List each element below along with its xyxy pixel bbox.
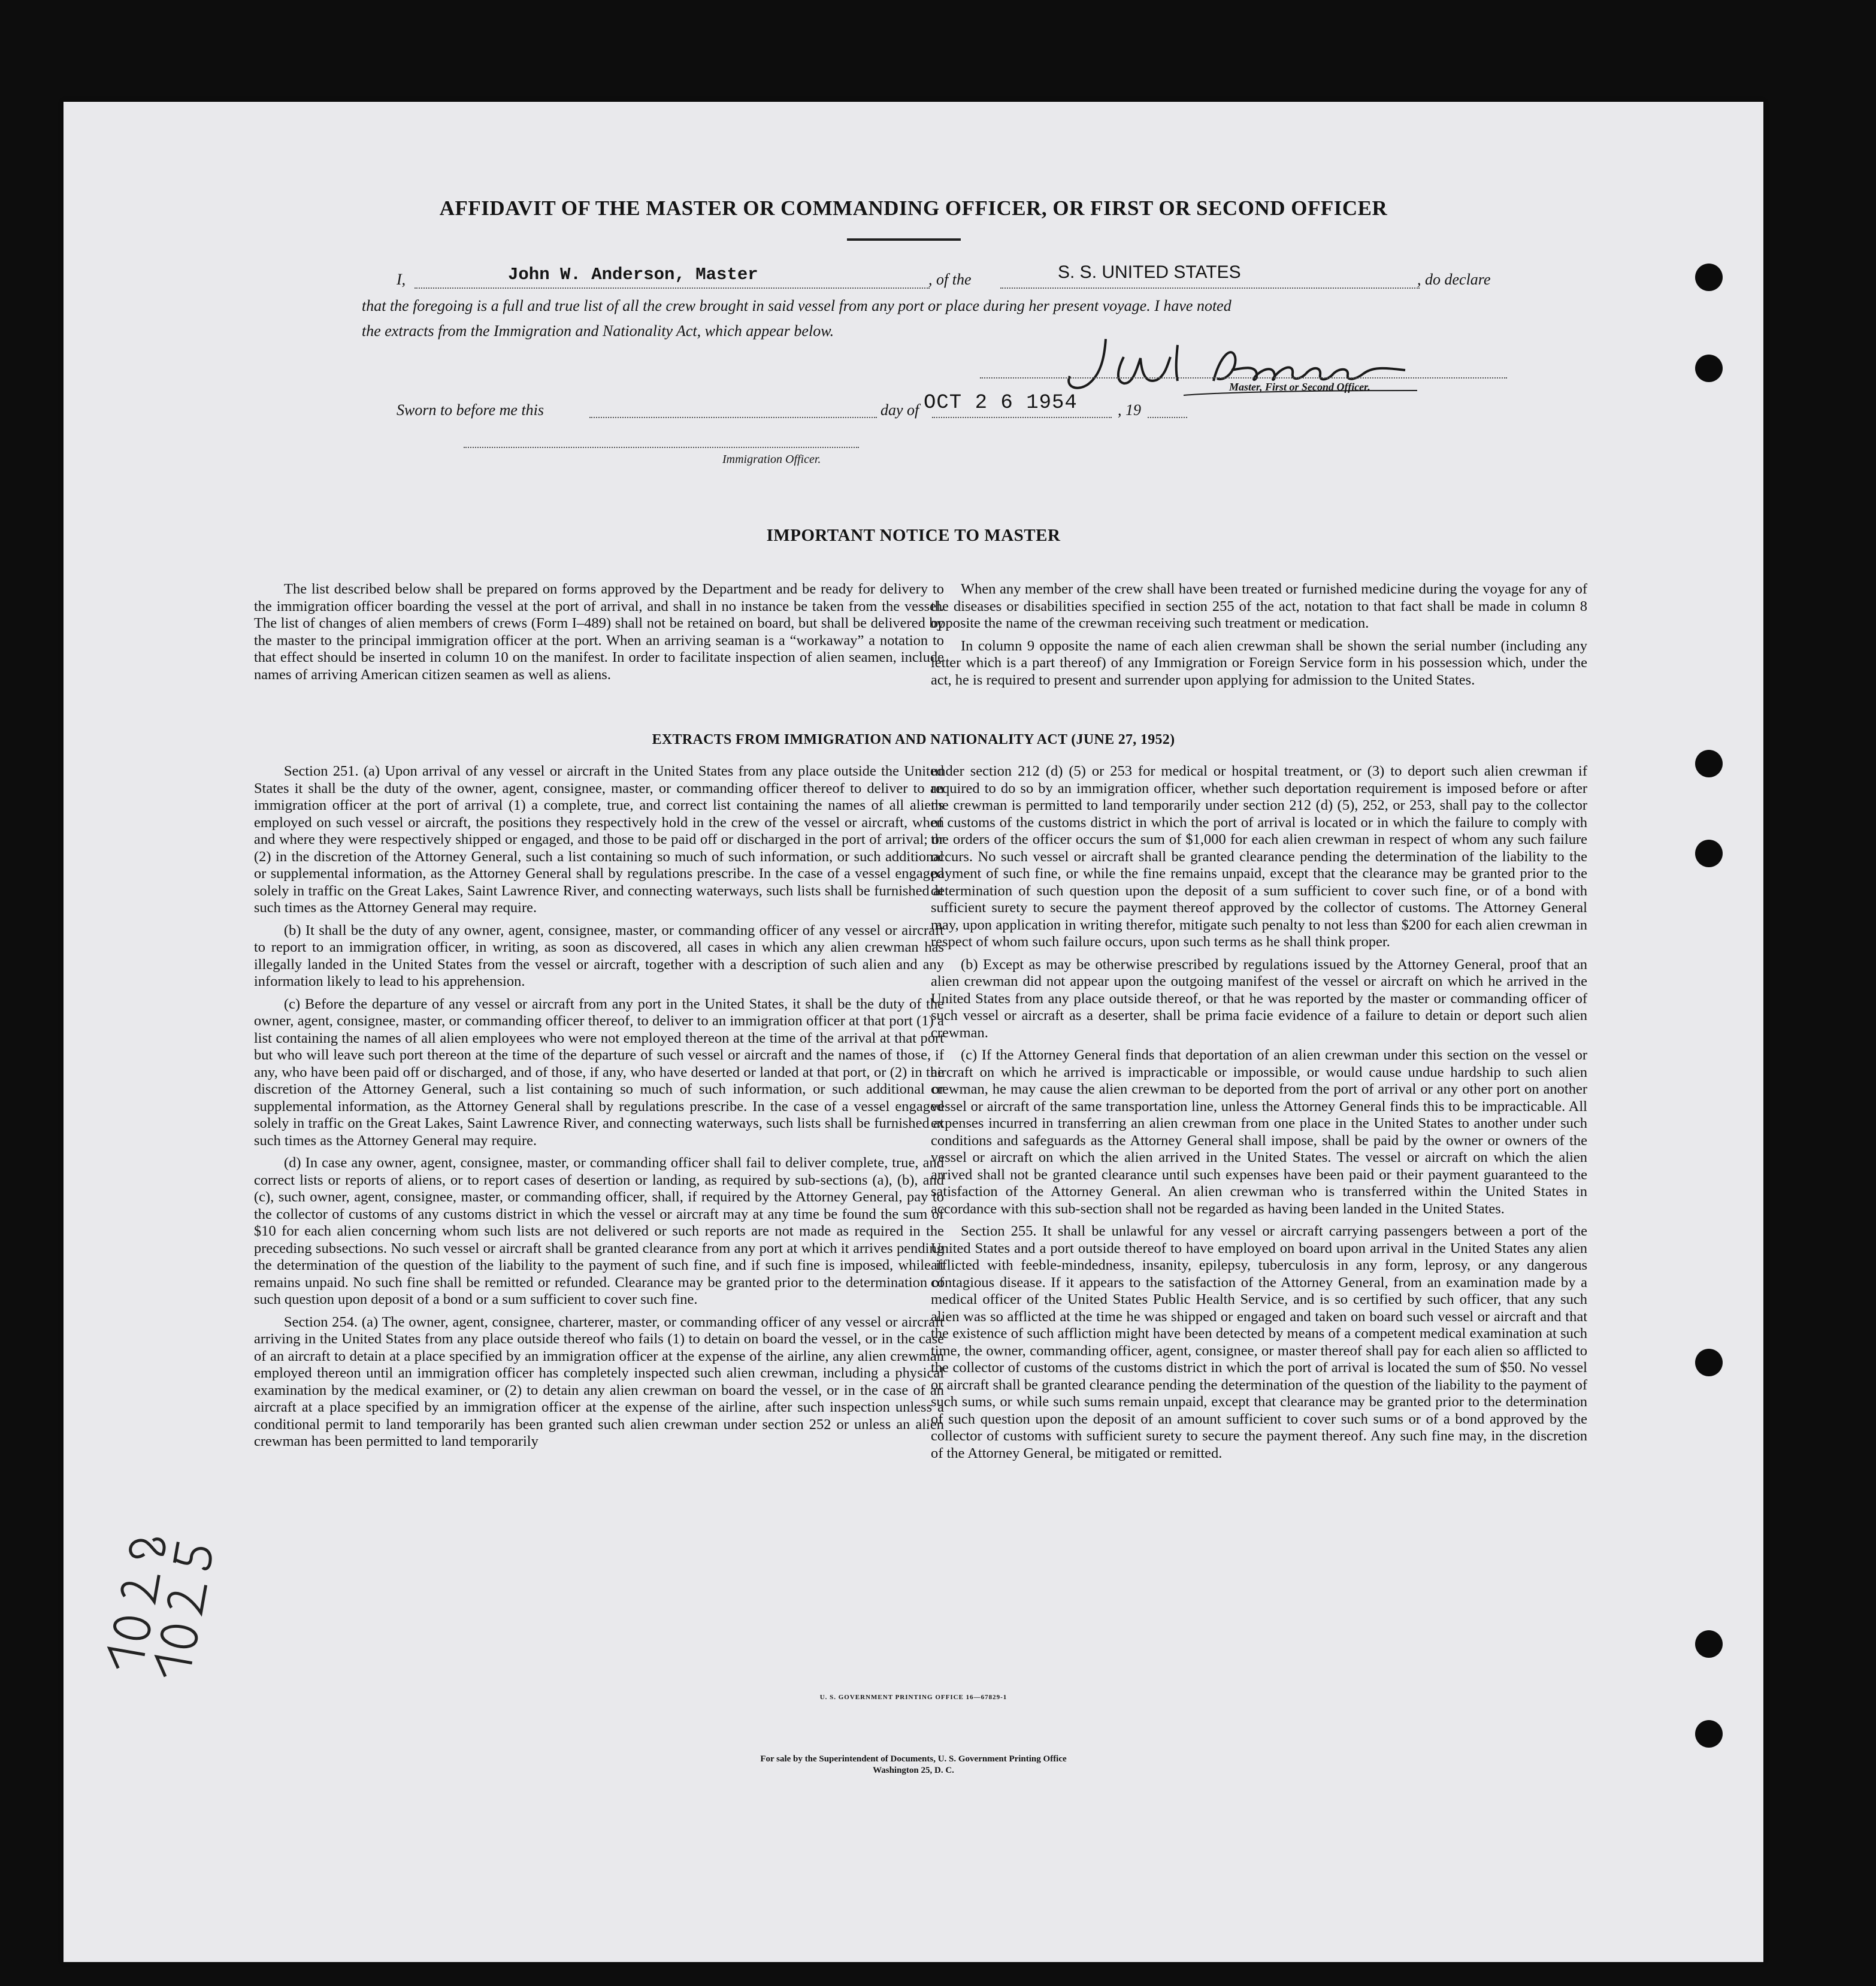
declaration-i: I,	[397, 271, 406, 288]
master-name-line	[414, 287, 930, 289]
vessel-line	[1000, 287, 1420, 289]
extract-paragraph: Section 255. It shall be unlawful for any vessel or aircraft carrying passengers between a port of the United States and a port outside thereof to have employed on board upon arrival in the United States any alien afflicted with feeble-mindedness, insanity, epilepsy, tuberculosis in any form, leprosy, or any dangerous contagious disease. If it appears to the satisfaction of the Attorney General, from an examination made by a medical officer of the United States Public Health Service, and is so certified by such officer, that any such alien was so afflicted at the time he was shipped or engaged and taken on board such vessel or aircraft and that the existence of such affliction might have been detected by means of a competent medical examination at such time, the owner, commanding officer, agent, consignee, or master thereof shall pay for each alien so afflicted to the collector of customs of the customs district in which the port of arrival is located the sum of $50. No vessel or aircraft shall be granted clearance pending the determination of the question of the liability to the payment of such sums, or while such sums remain unpaid, except that clearance may be granted prior to the determination of such question upon the deposit of an amount sufficient to cover such sums or of a bond approved by the collector of customs with sufficient surety to secure the payment thereof. Any such fine may, in the discretion of the Attorney General, be mitigated or remitted.	[931, 1223, 1587, 1461]
immigration-officer-caption: Immigration Officer.	[722, 453, 821, 466]
punch-hole	[1695, 264, 1723, 291]
extracts-title: EXTRACTS FROM IMMIGRATION AND NATIONALITY ACT (JUNE 27, 1952)	[652, 732, 1175, 747]
handwritten-margin-notes	[99, 1518, 229, 1689]
of-the-label: , of the	[928, 271, 972, 288]
notice-right-column	[931, 581, 1587, 689]
extract-paragraph: (c) If the Attorney General finds that deportation of an alien crewman under this section on the vessel or aircraft on which he arrived is impracticable or impossible, or would cause undue hardship to such alien crewman, he may cause the alien crewman to be deported from the port of arrival or any other port on another vessel or aircraft of the same transportation line, unless the Attorney General finds this to be impracticable. All expenses incurred in transferring an alien crewman from one place in the United States to another under such conditions and safeguards as the Attorney General shall impose, shall be paid by the owner or owners of the vessel or aircraft on which the alien arrived in the United States. The vessel or aircraft on which the alien arrived shall not be granted clearance until such expenses have been paid or their payment guaranteed to the satisfaction of the Attorney General. An alien crewman who is transferred within the United States in accordance with this sub-section shall not be regarded as having been landed in the United States.	[931, 1047, 1587, 1217]
year-line	[1148, 417, 1187, 418]
notice-paragraph: The list described below shall be prepared on forms approved by the Department and be ready for delivery to the immigration officer boarding the vessel at the port of arrival, and shall in no instance be taken from the vessel. The list of changes of alien members of crews (Form I–489) shall not be retained on board, but shall be delivered by the master to the principal immigration officer at the port. When an arriving seaman is a “workaway” a notation to that effect should be inserted in column 10 on the manifest. In order to facilitate inspection of alien seamen, include names of arriving American citizen seamen as well as aliens.	[254, 581, 944, 683]
vessel-name: S. S. UNITED STATES	[1058, 262, 1241, 282]
extracts-right-column	[931, 763, 1587, 1462]
punch-hole	[1695, 840, 1723, 867]
sworn-day-line	[589, 417, 877, 418]
title-rule	[847, 238, 961, 241]
punch-hole	[1695, 750, 1723, 777]
extract-paragraph: (d) In case any owner, agent, consignee, master, or commanding officer shall fail to deliver complete, true, and correct lists or reports of aliens, or to report cases of desertion or landing, as required by sub-sections (a), (b), and (c), such owner, agent, consignee, master, or commanding officer, shall, if required by the Attorney General, pay to the collector of customs of any customs district in which the vessel or aircraft may at any time be found the sum of $10 for each alien concerning whom such lists are not delivered or such reports are not made as required in the preceding subsections. No such vessel or aircraft shall be granted clearance from any port at which it arrives pending the determination of the question of the liability to the payment of such fine, and if such fine is imposed, while it remains unpaid. No such fine shall be remitted or refunded. Clearance may be granted prior to the determination of such question upon deposit of a bond or a sum sufficient to cover such fine.	[254, 1155, 944, 1307]
extracts-left-column	[254, 763, 944, 1451]
punch-hole	[1695, 1630, 1723, 1658]
sworn-month-line	[932, 417, 1112, 418]
sale-line-1: For sale by the Superintendent of Documents, U. S. Government Printing Office	[760, 1754, 1067, 1764]
notice-title: IMPORTANT NOTICE TO MASTER	[766, 526, 1061, 545]
date-stamp: OCT 2 6 1954	[924, 392, 1078, 414]
notice-paragraph: In column 9 opposite the name of each alien crewman shall be shown the serial number (including any letter which is a part thereof) of any Immigration or Foreign Service form in his possession which, under the act, he is required to present and surrender upon applying for admission to the United States.	[931, 637, 1587, 688]
signature-caption: Master, First or Second Officer.	[1229, 381, 1370, 393]
punch-hole	[1695, 355, 1723, 382]
form-title: AFFIDAVIT OF THE MASTER OR COMMANDING OFFICER, OR FIRST OR SECOND OFFICER	[439, 196, 1388, 220]
extract-paragraph: Section 254. (a) The owner, agent, consignee, charterer, master, or commanding officer of any vessel or aircraft arriving in the United States from any place outside thereof who fails (1) to detain on board the vessel, or in the case of an aircraft to detain at a place specified by an immigration officer at the expense of the airline, any alien crewman employed thereon until an immigration officer has completely inspected such alien crewman, including a physical examination by the medical examiner, or (2) to detain any alien crewman on board the vessel, or in the case of an aircraft at a place specified by an immigration officer at the expense of the airline, after such inspection unless a conditional permit to land temporarily has been granted such alien crewman under section 252 or unless an alien crewman has been permitted to land temporarily	[254, 1313, 944, 1449]
extract-paragraph: (b) It shall be the duty of any owner, agent, consignee, master, or commanding officer of any vessel or aircraft to report to an immigration officer, in writing, as soon as discovered, all cases in which any alien crewman has illegally landed in the United States from the vessel or aircraft, together with a description of such alien and any information likely to lead to his apprehension.	[254, 922, 944, 989]
form-page	[63, 102, 1763, 1962]
punch-hole	[1695, 1720, 1723, 1748]
gpo-imprint: U. S. GOVERNMENT PRINTING OFFICE 16—67829-1	[819, 1694, 1007, 1701]
year-prefix: , 19	[1118, 401, 1141, 419]
notice-left-column	[254, 581, 944, 683]
signature-line	[980, 377, 1507, 379]
do-declare-label: , do declare	[1417, 271, 1491, 288]
sale-notice	[63, 1754, 1763, 1776]
declaration-line-2: that the foregoing is a full and true list of all the crew brought in said vessel from any port or place during her present voyage. I have noted	[362, 297, 1231, 314]
immigration-officer-line	[464, 447, 859, 448]
declaration-line-3: the extracts from the Immigration and Nationality Act, which appear below.	[362, 322, 834, 340]
day-of-label: day of	[880, 401, 919, 419]
extract-paragraph: under section 212 (d) (5) or 253 for medical or hospital treatment, or (3) to deport such alien crewman if required to do so by an immigration officer, whether such deportation requirement is imposed before or after the crewman is permitted to land temporarily under section 212 (d) (5), 252, or 253, shall pay to the collector of customs of the customs district in which the port of arrival is located or in which the failure to comply with the orders of the officer occurs the sum of $1,000 for each alien crewman in respect of whom any such failure occurs. No such vessel or aircraft shall be granted clearance pending the determination of the liability to the payment of such fine, or while the fine remains unpaid, except that the clearance may be granted prior to the determination of such question upon the deposit of a sum sufficient to cover such fine, or of a bond with sufficient surety to secure the payment thereof approved by the collector of customs. The Attorney General may, upon application in writing therefor, mitigate such penalty to not less than $200 for each alien crewman in respect of whom such failure occurs, upon such terms as he shall think proper.	[931, 763, 1587, 950]
punch-hole	[1695, 1349, 1723, 1376]
extract-paragraph: Section 251. (a) Upon arrival of any vessel or aircraft in the United States from any place outside the United States it shall be the duty of the owner, agent, consignee, master, or commanding officer thereof to deliver to an immigration officer at the port of arrival (1) a complete, true, and correct list containing the names of all aliens employed on such vessel or aircraft, the positions they respectively hold in the crew of the vessel or aircraft, when and where they were respectively shipped or engaged, and those to be paid off or discharged in the port of arrival; or (2) in the discretion of the Attorney General, such a list containing so much of such information, or such additional or supplemental information, as the Attorney General shall by regulations prescribe. In the case of a vessel engaged solely in traffic on the Great Lakes, Saint Lawrence River, and connecting waterways, such lists shall be furnished at such times as the Attorney General may require.	[254, 763, 944, 916]
extract-paragraph: (b) Except as may be otherwise prescribed by regulations issued by the Attorney General, proof that an alien crewman did not appear upon the outgoing manifest of the vessel or aircraft on which he arrived in the United States from any place outside thereof, or that he was reported by the master or commanding officer of such vessel or aircraft as a deserter, shall be prima facie evidence of a failure to detain or deport such alien crewman.	[931, 956, 1587, 1041]
master-name: John W. Anderson, Master	[508, 265, 758, 284]
sale-line-2: Washington 25, D. C.	[873, 1766, 954, 1775]
notice-paragraph: When any member of the crew shall have been treated or furnished medicine during the voyage for any of the diseases or disabilities specified in section 255 of the act, notation to that fact shall be made in column 8 opposite the name of the crewman receiving such treatment or medication.	[931, 581, 1587, 631]
extract-paragraph: (c) Before the departure of any vessel or aircraft from any port in the United States, it shall be the duty of the owner, agent, consignee, master, or commanding officer thereof, to deliver to an immigration officer at that port (1) a list containing the names of all alien employees who were not employed thereon at the time of the arrival at that port but who will leave such port thereon at the time of the departure of such vessel or aircraft and the names of those, if any, who have been paid off or discharged, and of those, if any, who have deserted or landed at that port, or (2) in the discretion of the Attorney General, such a list containing so much of such information, or such additional or supplemental information, as the Attorney General shall by regulations prescribe. In the case of a vessel engaged solely in traffic on the Great Lakes, Saint Lawrence River, and connecting waterways, such lists shall be furnished at such times as the Attorney General may require.	[254, 995, 944, 1149]
sworn-label: Sworn to before me this	[397, 401, 544, 419]
